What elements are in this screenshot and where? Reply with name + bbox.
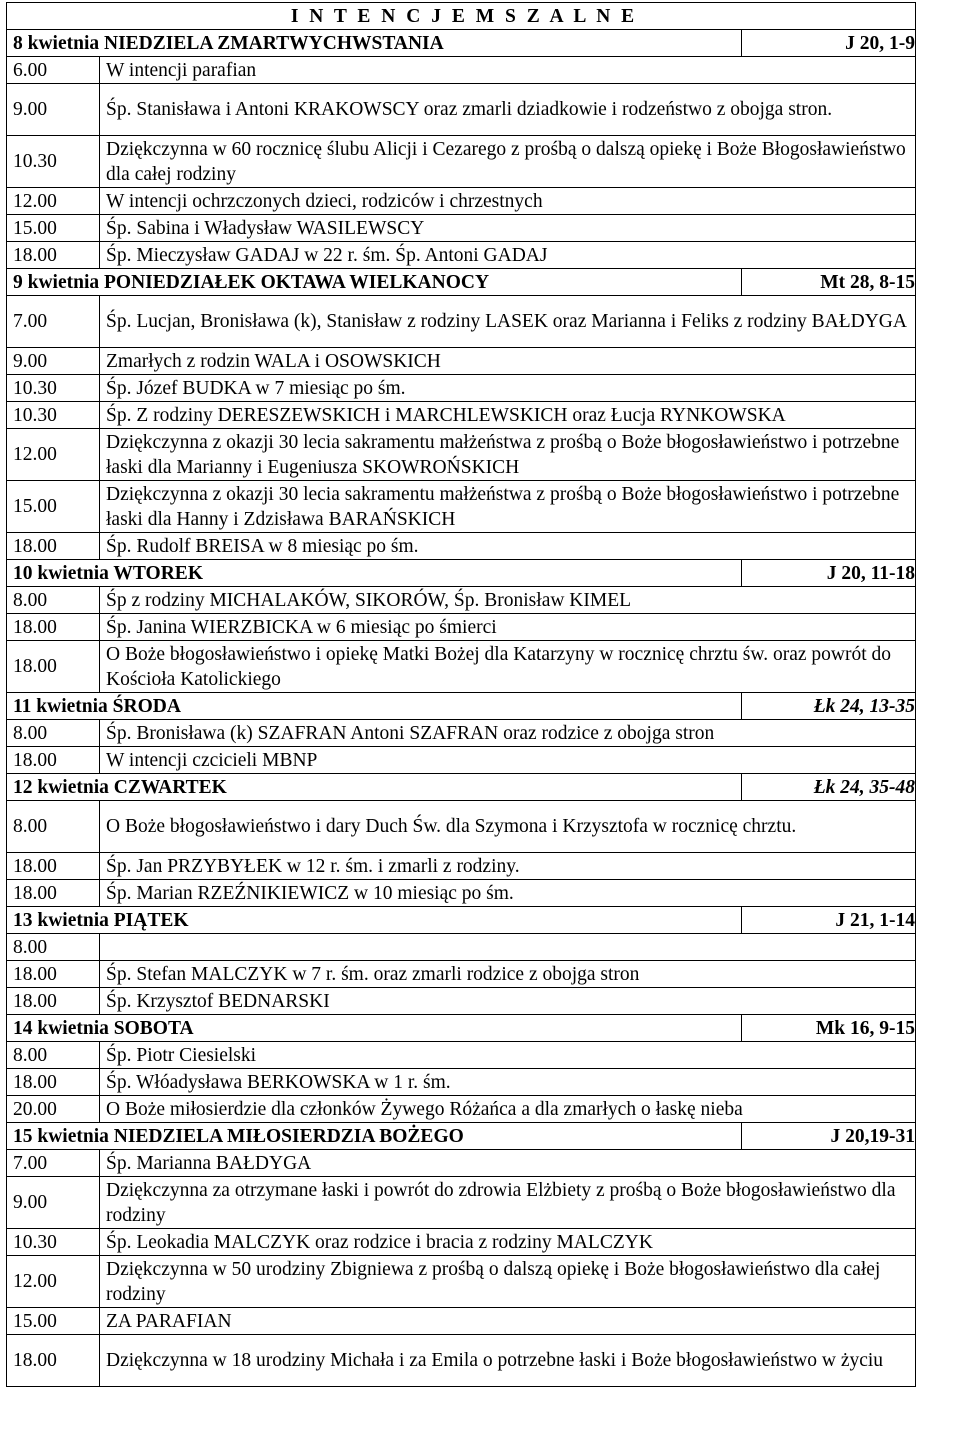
- mass-time: 8.00: [7, 1042, 100, 1069]
- mass-time: 8.00: [7, 801, 100, 853]
- mass-time: 18.00: [7, 747, 100, 774]
- mass-row: [7, 1177, 916, 1229]
- mass-intention: Śp. Piotr Ciesielski: [100, 1042, 916, 1069]
- mass-intention: Śp. Mieczysław GADAJ w 22 r. śm. Śp. Antoni GADAJ: [100, 242, 916, 269]
- mass-time: 10.30: [7, 402, 100, 429]
- mass-intention: Dziękczynna w 50 urodziny Zbigniewa z prośbą o dalszą opiekę i Boże błogosławieństwo dla całej rodziny: [100, 1256, 916, 1308]
- mass-row: [7, 242, 916, 269]
- mass-row: [7, 1256, 916, 1308]
- mass-time: 8.00: [7, 587, 100, 614]
- mass-row: [7, 880, 916, 907]
- day-header-row: [7, 560, 916, 587]
- mass-time: 18.00: [7, 533, 100, 560]
- mass-row: [7, 801, 916, 853]
- gospel-reading: J 20,19-31: [742, 1123, 916, 1150]
- mass-row: [7, 136, 916, 188]
- mass-row: [7, 429, 916, 481]
- mass-time: 9.00: [7, 348, 100, 375]
- mass-row: [7, 375, 916, 402]
- day-header: 11 kwietnia ŚRODA: [7, 693, 742, 720]
- mass-row: [7, 988, 916, 1015]
- day-header: 8 kwietnia NIEDZIELA ZMARTWYCHWSTANIA: [7, 30, 742, 57]
- mass-time: 18.00: [7, 1069, 100, 1096]
- mass-intention: Dziękczynna w 18 urodziny Michała i za Emila o potrzebne łaski i Boże błogosławieństwo w życiu: [100, 1335, 916, 1387]
- mass-time: 12.00: [7, 188, 100, 215]
- mass-intention: Dziękczynna z okazji 30 lecia sakramentu małżeństwa z prośbą o Boże błogosławieństwo i potrzebne łaski dla Hanny i Zdzisława BARAŃSKICH: [100, 481, 916, 533]
- day-header: 13 kwietnia PIĄTEK: [7, 907, 742, 934]
- mass-intention: Śp. Sabina i Władysław WASILEWSCY: [100, 215, 916, 242]
- mass-time: 15.00: [7, 481, 100, 533]
- gospel-reading: Łk 24, 35-48: [742, 774, 916, 801]
- mass-row: [7, 481, 916, 533]
- mass-intention: Śp z rodziny MICHALAKÓW, SIKORÓW, Śp. Bronisław KIMEL: [100, 587, 916, 614]
- mass-row: [7, 402, 916, 429]
- mass-time: 18.00: [7, 641, 100, 693]
- day-header-row: [7, 693, 916, 720]
- mass-time: 8.00: [7, 720, 100, 747]
- mass-intention: Śp. Rudolf BREISA w 8 miesiąc po śm.: [100, 533, 916, 560]
- gospel-reading: Łk 24, 13-35: [742, 693, 916, 720]
- mass-time: 10.30: [7, 136, 100, 188]
- mass-intention: Śp. Włóadysława BERKOWSKA w 1 r. śm.: [100, 1069, 916, 1096]
- mass-time: 18.00: [7, 1335, 100, 1387]
- mass-intention: Dziękczynna z okazji 30 lecia sakramentu małżeństwa z prośbą o Boże błogosławieństwo i potrzebne łaski dla Marianny i Eugeniusza SKOWROŃSKICH: [100, 429, 916, 481]
- mass-time: 10.30: [7, 1229, 100, 1256]
- gospel-reading: J 20, 1-9: [742, 30, 916, 57]
- day-header: 10 kwietnia WTOREK: [7, 560, 742, 587]
- mass-time: 8.00: [7, 934, 100, 961]
- gospel-reading: J 20, 11-18: [742, 560, 916, 587]
- mass-intention: O Boże błogosławieństwo i dary Duch Św. dla Szymona i Krzysztofa w rocznicę chrztu.: [100, 801, 916, 853]
- mass-time: 10.30: [7, 375, 100, 402]
- day-header-row: [7, 907, 916, 934]
- mass-row: [7, 533, 916, 560]
- mass-intention: W intencji czcicieli MBNP: [100, 747, 916, 774]
- mass-time: 6.00: [7, 57, 100, 84]
- mass-row: [7, 215, 916, 242]
- mass-time: 18.00: [7, 988, 100, 1015]
- mass-intention: Dziękczynna w 60 rocznicę ślubu Alicji i Cezarego z prośbą o dalszą opiekę i Boże Błogosławieństwo dla całej rodziny: [100, 136, 916, 188]
- mass-time: 7.00: [7, 1150, 100, 1177]
- day-header-row: [7, 30, 916, 57]
- mass-intention: Śp. Z rodziny DERESZEWSKICH i MARCHLEWSKICH oraz Łucja RYNKOWSKA: [100, 402, 916, 429]
- mass-time: 18.00: [7, 880, 100, 907]
- mass-time: 15.00: [7, 215, 100, 242]
- mass-intention: W intencji ochrzczonych dzieci, rodziców i chrzestnych: [100, 188, 916, 215]
- title-row: [7, 3, 916, 30]
- mass-intention: O Boże błogosławieństwo i opiekę Matki Bożej dla Katarzyny w rocznicę chrztu św. oraz powrót do Kościoła Katolickiego: [100, 641, 916, 693]
- mass-intention: ZA PARAFIAN: [100, 1308, 916, 1335]
- mass-row: [7, 1229, 916, 1256]
- mass-row: [7, 57, 916, 84]
- mass-time: 18.00: [7, 614, 100, 641]
- mass-intention: Dziękczynna za otrzymane łaski i powrót do zdrowia Elżbiety z prośbą o Boże błogosławieństwo dla rodziny: [100, 1177, 916, 1229]
- day-header: 9 kwietnia PONIEDZIAŁEK OKTAWA WIELKANOCY: [7, 269, 742, 296]
- mass-row: [7, 348, 916, 375]
- mass-time: 18.00: [7, 853, 100, 880]
- mass-row: [7, 641, 916, 693]
- day-header: 15 kwietnia NIEDZIELA MIŁOSIERDZIA BOŻEGO: [7, 1123, 742, 1150]
- mass-intention: Śp. Bronisława (k) SZAFRAN Antoni SZAFRAN oraz rodzice z obojga stron: [100, 720, 916, 747]
- mass-row: [7, 934, 916, 961]
- mass-intentions-table: [6, 2, 916, 1387]
- mass-row: [7, 296, 916, 348]
- mass-intention: Zmarłych z rodzin WALA i OSOWSKICH: [100, 348, 916, 375]
- mass-time: 9.00: [7, 84, 100, 136]
- day-header: 14 kwietnia SOBOTA: [7, 1015, 742, 1042]
- mass-time: 12.00: [7, 1256, 100, 1308]
- mass-intention: Śp. Józef BUDKA w 7 miesiąc po śm.: [100, 375, 916, 402]
- mass-row: [7, 747, 916, 774]
- day-header: 12 kwietnia CZWARTEK: [7, 774, 742, 801]
- mass-row: [7, 720, 916, 747]
- mass-intention: Śp. Leokadia MALCZYK oraz rodzice i bracia z rodziny MALCZYK: [100, 1229, 916, 1256]
- mass-intention: Śp. Jan PRZYBYŁEK w 12 r. śm. i zmarli z rodziny.: [100, 853, 916, 880]
- gospel-reading: J 21, 1-14: [742, 907, 916, 934]
- day-header-row: [7, 1015, 916, 1042]
- mass-row: [7, 1096, 916, 1123]
- mass-intention: Śp. Lucjan, Bronisława (k), Stanisław z rodziny LASEK oraz Marianna i Feliks z rodziny BAŁDYGA: [100, 296, 916, 348]
- mass-time: 15.00: [7, 1308, 100, 1335]
- mass-row: [7, 188, 916, 215]
- day-header-row: [7, 269, 916, 296]
- mass-row: [7, 1308, 916, 1335]
- mass-intention: Śp. Marian RZEŹNIKIEWICZ w 10 miesiąc po śm.: [100, 880, 916, 907]
- mass-row: [7, 961, 916, 988]
- mass-intention: Śp. Krzysztof BEDNARSKI: [100, 988, 916, 1015]
- gospel-reading: Mk 16, 9-15: [742, 1015, 916, 1042]
- mass-row: [7, 84, 916, 136]
- mass-intention: [100, 934, 916, 961]
- mass-row: [7, 587, 916, 614]
- mass-row: [7, 1042, 916, 1069]
- mass-row: [7, 614, 916, 641]
- gospel-reading: Mt 28, 8-15: [742, 269, 916, 296]
- mass-intention: Śp. Stanisława i Antoni KRAKOWSCY oraz zmarli dziadkowie i rodzeństwo z obojga stron.: [100, 84, 916, 136]
- page-title: I N T E N C J E M S Z A L N E: [7, 3, 916, 30]
- mass-time: 9.00: [7, 1177, 100, 1229]
- mass-row: [7, 1150, 916, 1177]
- mass-row: [7, 1335, 916, 1387]
- mass-row: [7, 853, 916, 880]
- mass-time: 12.00: [7, 429, 100, 481]
- mass-intention: W intencji parafian: [100, 57, 916, 84]
- mass-intention: O Boże miłosierdzie dla członków Żywego Różańca a dla zmarłych o łaskę nieba: [100, 1096, 916, 1123]
- mass-time: 20.00: [7, 1096, 100, 1123]
- day-header-row: [7, 1123, 916, 1150]
- mass-time: 18.00: [7, 242, 100, 269]
- mass-row: [7, 1069, 916, 1096]
- mass-time: 18.00: [7, 961, 100, 988]
- day-header-row: [7, 774, 916, 801]
- mass-intention: Śp. Marianna BAŁDYGA: [100, 1150, 916, 1177]
- mass-time: 7.00: [7, 296, 100, 348]
- mass-intention: Śp. Janina WIERZBICKA w 6 miesiąc po śmierci: [100, 614, 916, 641]
- mass-intention: Śp. Stefan MALCZYK w 7 r. śm. oraz zmarli rodzice z obojga stron: [100, 961, 916, 988]
